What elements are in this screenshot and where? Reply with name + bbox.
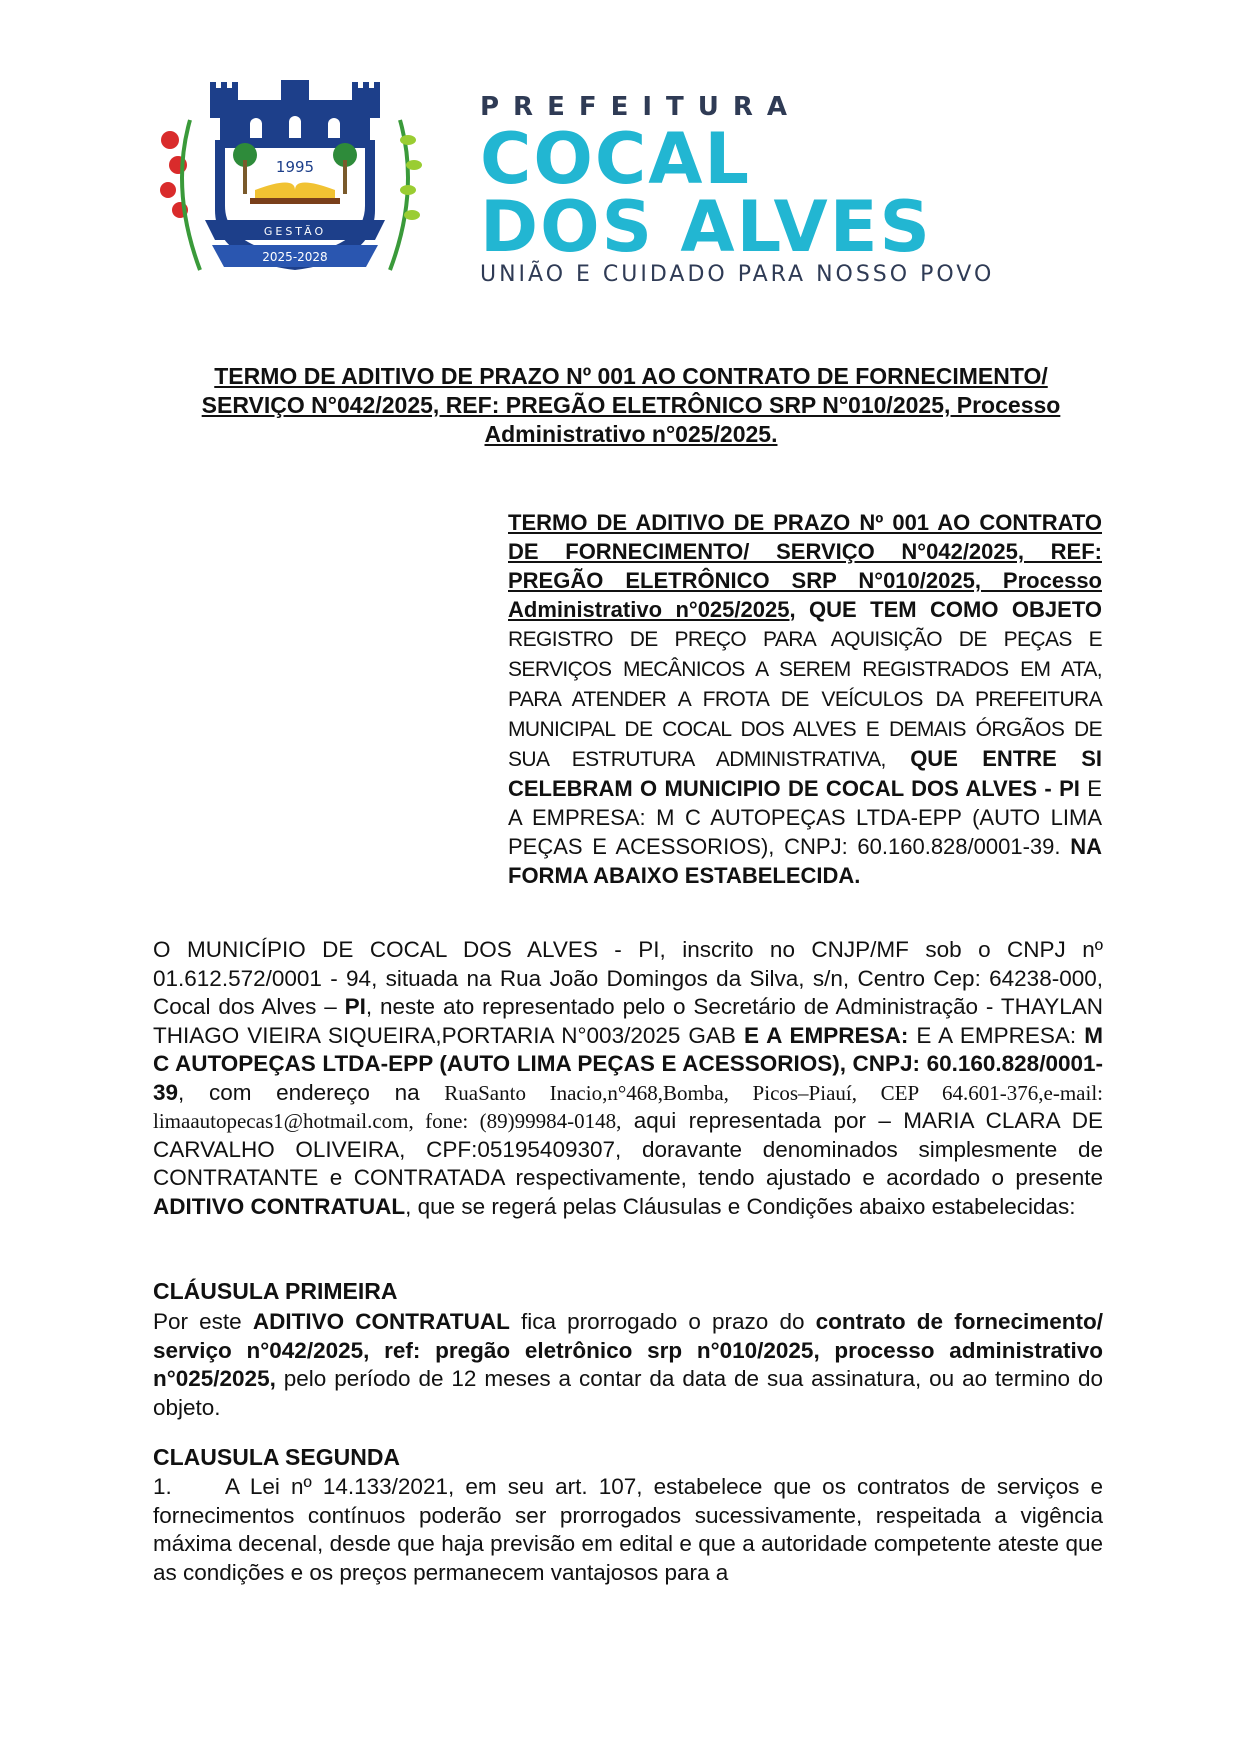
document-title: [160, 362, 1102, 449]
summary-objeto-label: QUE TEM COMO OBJETO: [809, 597, 1102, 622]
preamble-text-5: aqui representada por – MARIA CLARA DE CARVALHO OLIVEIRA, CPF:05195409307, doravante denominados simplesmente de CONTRATANTE e CONTRATADA respectivamente, tendo ajustado e acordado o presente: [153, 1108, 1103, 1190]
clausula-primeira-text: [153, 1308, 1103, 1422]
header: [150, 80, 1050, 287]
clausula-segunda-heading: CLAUSULA SEGUNDA: [153, 1444, 401, 1470]
contract-summary: [508, 508, 1102, 890]
brand-city-line1: COCAL: [480, 118, 752, 200]
title-line-3: Administrativo n°025/2025.: [484, 421, 778, 447]
preamble-text-3: E A EMPRESA:: [916, 1022, 1077, 1048]
municipal-crest-logo: [150, 80, 440, 280]
summary-celebram: QUE ENTRE SI CELEBRAM O MUNICIPIO DE COCAL DOS ALVES - PI: [508, 746, 1102, 801]
preamble-text-6: , que se regerá pelas Cláusulas e Condições abaixo estabelecidas:: [405, 1193, 1076, 1219]
title-line-1: TERMO DE ADITIVO DE PRAZO Nº 001 AO CONTRATO DE FORNECIMENTO/: [214, 363, 1048, 389]
preamble-text-1: O MUNICÍPIO DE COCAL DOS ALVES - PI, inscrito no CNJP/MF sob o CNPJ nº 01.612.572/0001 - 94, situada na Rua João Domingos da Silva, s/n, Centro Cep: 64238-000, Cocal dos Alves –: [153, 937, 1103, 1019]
c1-text-2: fica prorrogado o prazo do: [520, 1309, 805, 1334]
brand-block: [480, 92, 1040, 287]
summary-title: TERMO DE ADITIVO DE PRAZO Nº 001 AO CONTRATO DE FORNECIMENTO/ SERVIÇO N°042/2025, REF: PREGÃO ELETRÔNICO SRP N°010/2025, Processo Administrativo n°025/2025: [508, 510, 1102, 622]
c1-text-3: pelo período de 12 meses a contar da data de sua assinatura, ou ao termino do objeto.: [153, 1366, 1103, 1420]
brand-prefeitura: PREFEITURA: [480, 92, 802, 122]
c2-item-number: 1.: [153, 1474, 172, 1499]
preamble-bold-3: M C AUTOPEÇAS LTDA-EPP (AUTO LIMA PEÇAS E ACESSORIOS), CNPJ: 60.160.828/0001-39: [153, 1022, 1103, 1105]
crest-period: 2025-2028: [262, 250, 328, 264]
preamble-bold-4: ADITIVO CONTRATUAL: [153, 1193, 406, 1219]
preamble-text-4: , com endereço na: [178, 1079, 420, 1105]
preamble-bold-1: PI: [344, 994, 366, 1019]
crest-gestao: GESTÃO: [263, 225, 327, 238]
preamble-text-2: , neste ato representado pelo o Secretário de Administração - THAYLAN THIAGO VIEIRA SIQUEIRA,PORTARIA N°003/2025 GAB: [153, 994, 1103, 1048]
title-line-2: SERVIÇO N°042/2025, REF: PREGÃO ELETRÔNICO SRP N°010/2025, Processo: [201, 392, 1061, 418]
c2-item-text: A Lei nº 14.133/2021, em seu art. 107, estabelece que os contratos de serviços e fornecimentos contínuos poderão ser prorrogados sucessivamente, respeitada a vigência máxima decenal, desde que haja previsão em edital e que a autoridade competente ateste que as condições e os preços permanecem vantajosos para a: [153, 1474, 1103, 1585]
c1-bold-2: contrato de fornecimento/ serviço n°042/2025, ref: pregão eletrônico srp n°010/2025, processo administrativo n°025/2025,: [153, 1309, 1103, 1391]
brand-tagline: UNIÃO E CUIDADO PARA NOSSO POVO: [480, 262, 995, 287]
summary-comma: ,: [789, 597, 796, 622]
summary-objeto-text: REGISTRO DE PREÇO PARA AQUISIÇÃO DE PEÇAS E SERVIÇOS MECÂNICOS A SEREM REGISTRADOS EM ATA, PARA ATENDER A FROTA DE VEÍCULOS DA PREFEITURA MUNICIPAL DE COCAL DOS ALVES E DEMAIS ÓRGÃOS DE SUA ESTRUTURA ADMINISTRATIVA,: [508, 628, 1102, 771]
brand-city-line2: DOS ALVES: [480, 186, 932, 268]
clausula-segunda-text: [153, 1473, 1103, 1587]
crest-year: 1995: [275, 158, 315, 176]
c1-text-1: Por este: [153, 1309, 242, 1334]
preamble-paragraph: [153, 936, 1103, 1221]
summary-forma: NA FORMA ABAIXO ESTABELECIDA.: [508, 834, 1102, 888]
preamble-bold-2: E A EMPRESA:: [743, 1022, 909, 1048]
summary-empresa: E A EMPRESA: M C AUTOPEÇAS LTDA-EPP (AUTO LIMA PEÇAS E ACESSORIOS), CNPJ: 60.160.828/0001-39.: [508, 776, 1102, 859]
c1-bold-1: ADITIVO CONTRATUAL: [252, 1309, 510, 1334]
preamble-address: RuaSanto Inacio,n°468,Bomba, Picos–Piauí, CEP 64.601-376,e-mail: limaautopecas1@hotmail.com, fone: (89)99984-0148,: [153, 1080, 1103, 1133]
clausula-primeira-heading: CLÁUSULA PRIMEIRA: [153, 1278, 398, 1304]
